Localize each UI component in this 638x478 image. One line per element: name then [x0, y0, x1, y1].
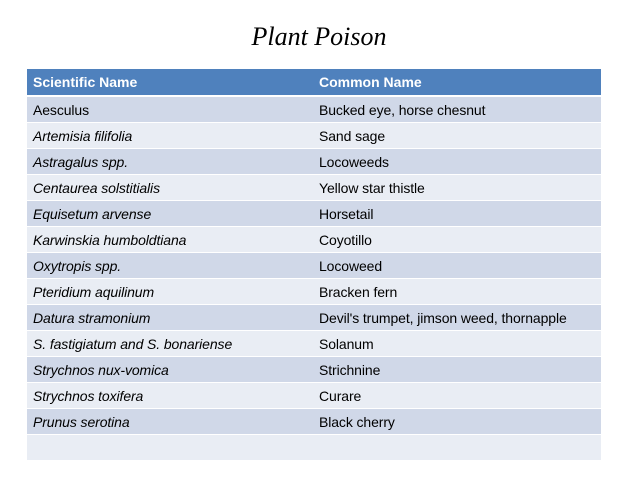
table-row — [27, 253, 601, 279]
scientific-name-cell: Karwinskia humboldtiana — [27, 227, 313, 253]
table-row — [27, 201, 601, 227]
table-row — [27, 409, 601, 435]
header-common-name: Common Name — [313, 69, 601, 96]
empty-cell — [313, 435, 601, 461]
plant-poison-table — [27, 69, 601, 461]
scientific-name-cell: Aesculus — [27, 96, 313, 123]
common-name-cell: Yellow star thistle — [313, 175, 601, 201]
table-row — [27, 149, 601, 175]
common-name-cell: Horsetail — [313, 201, 601, 227]
scientific-name-cell: Strychnos nux-vomica — [27, 357, 313, 383]
common-name-cell: Black cherry — [313, 409, 601, 435]
table-body — [27, 96, 601, 461]
common-name-cell: Devil's trumpet, jimson weed, thornapple — [313, 305, 601, 331]
common-name-cell: Curare — [313, 383, 601, 409]
common-name-cell: Locoweed — [313, 253, 601, 279]
header-scientific-name: Scientific Name — [27, 69, 313, 96]
scientific-name-cell: Datura stramonium — [27, 305, 313, 331]
scientific-name-cell: Pteridium aquilinum — [27, 279, 313, 305]
scientific-name-cell: Centaurea solstitialis — [27, 175, 313, 201]
empty-cell — [27, 435, 313, 461]
table-header-row — [27, 69, 601, 96]
slide-title: Plant Poison — [251, 22, 387, 51]
common-name-cell: Solanum — [313, 331, 601, 357]
scientific-name-cell: S. fastigiatum and S. bonariense — [27, 331, 313, 357]
common-name-cell: Bracken fern — [313, 279, 601, 305]
table-row — [27, 96, 601, 123]
scientific-name-cell: Astragalus spp. — [27, 149, 313, 175]
common-name-cell: Locoweeds — [313, 149, 601, 175]
scientific-name-cell: Artemisia filifolia — [27, 123, 313, 149]
common-name-cell: Strichnine — [313, 357, 601, 383]
common-name-cell: Coyotillo — [313, 227, 601, 253]
common-name-cell: Bucked eye, horse chesnut — [313, 96, 601, 123]
scientific-name-cell: Prunus serotina — [27, 409, 313, 435]
table-row — [27, 227, 601, 253]
table-row — [27, 357, 601, 383]
table-row — [27, 175, 601, 201]
table-row — [27, 123, 601, 149]
empty-table-row — [27, 435, 601, 461]
common-name-cell: Sand sage — [313, 123, 601, 149]
table-row — [27, 279, 601, 305]
scientific-name-cell: Strychnos toxifera — [27, 383, 313, 409]
table-row — [27, 331, 601, 357]
table-row — [27, 305, 601, 331]
scientific-name-cell: Equisetum arvense — [27, 201, 313, 227]
scientific-name-cell: Oxytropis spp. — [27, 253, 313, 279]
table-row — [27, 383, 601, 409]
